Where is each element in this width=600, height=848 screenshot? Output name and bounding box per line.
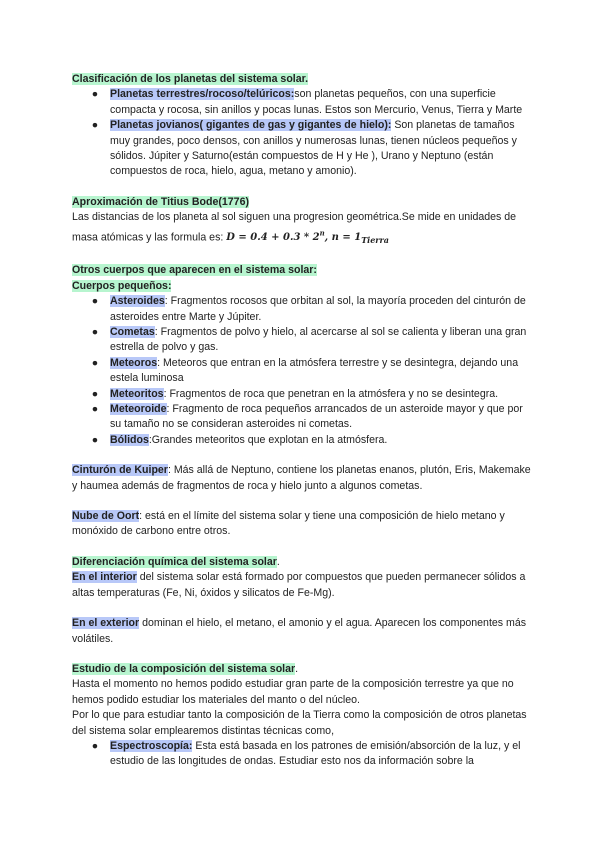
term: Cinturón de Kuiper — [72, 464, 168, 477]
bullet-icon: ● — [91, 119, 99, 132]
definition: son planetas pequeños, con una superficie compacta y rocosa, sin anillos y pocas lunas. Estos son Mercurio, Venus, Tierra y Marte — [110, 88, 523, 116]
planet-types-list — [72, 87, 532, 179]
term: Meteoros — [110, 356, 158, 369]
term: Nube de Oort — [72, 510, 140, 523]
bullet-icon: ● — [91, 739, 99, 752]
section-heading-titius-bode: Aproximación de Titius Bode(1776) — [72, 195, 249, 208]
document-content — [72, 72, 532, 770]
composition-paragraph-1: Hasta el momento no hemos podido estudiar gran parte de la composición terrestre ya que no hemos podido estudiar los materiales del manto o del núcleo. — [72, 678, 514, 706]
titius-bode-formula: D = 0.4 + 0.3 * 2$^n$, $n = 1_{Tierra}$ — [226, 228, 389, 245]
list-item — [91, 294, 532, 325]
bullet-icon: ● — [91, 387, 99, 400]
definition: Son planetas de tamaños muy grandes, poco densos, con anillos y numerosas lunas, tienen núcleos pequeños y sólidos. Júpiter y Saturno(están compuestos de H y He ), Urano y Neptuno (están compuestos de roca, hielo, agua, metano y amonio). — [110, 119, 517, 178]
list-item — [91, 118, 532, 180]
section-heading-composition-study: Estudio de la composición del sistema solar. — [72, 662, 299, 675]
list-item — [91, 402, 532, 433]
list-item — [91, 87, 532, 118]
section-heading-chemical-differentiation: Diferenciación química del sistema solar. — [72, 555, 280, 568]
term: Meteoritos — [110, 387, 164, 400]
list-item — [91, 356, 532, 387]
bullet-icon: ● — [91, 295, 99, 308]
bullet-icon: ● — [91, 356, 99, 369]
oort-cloud-paragraph: Nube de Oort: está en el límite del sistema solar y tiene una composición de hielo metano y monóxido de carbono entre otros. — [72, 510, 505, 538]
definition: :Grandes meteoritos que explotan en la atmósfera. — [148, 433, 388, 446]
titius-bode-paragraph: Las distancias de los planeta al sol siguen una progresion geométrica.Se mide en unidades de masa atómicas y las formula es: D = 0.4 + 0.3 * 2$^n$, $n = 1_{Tierra}$ — [72, 211, 517, 245]
term: Asteroides — [110, 295, 165, 308]
section-heading-other-bodies: Otros cuerpos que aparecen en el sistema solar: — [72, 264, 317, 277]
kuiper-belt-paragraph: Cinturón de Kuiper: Más allá de Neptuno, contiene los planetas enanos, plutón, Eris, Makemake y haumea además de fragmentos de roca y hielo junto a algunos cometas. — [72, 464, 531, 492]
list-item — [91, 739, 532, 770]
term: Meteoroide — [110, 403, 167, 416]
definition: : Meteoros que entran en la atmósfera terrestre y se desintegra, dejando una estela luminosa — [110, 356, 519, 385]
term: En el interior — [72, 571, 137, 584]
definition: : Fragmentos de roca que penetran en la atmósfera y no se desintegra. — [163, 387, 499, 400]
bullet-icon: ● — [91, 326, 99, 339]
definition: Esta está basada en los patrones de emisión/absorción de la luz, y el estudio de las longitudes de ondas. Estudiar esto nos da información sobre la — [110, 739, 521, 768]
term: Espectroscopía: — [110, 739, 193, 752]
subheading-small-bodies: Cuerpos pequeños: — [72, 279, 172, 292]
term: Cometas — [110, 326, 155, 339]
term: Planetas jovianos( gigantes de gas y gigantes de hielo): — [110, 119, 392, 132]
section-heading-classification: Clasificación de los planetas del sistema solar. — [72, 73, 309, 85]
bullet-icon: ● — [91, 88, 99, 101]
definition: : Fragmentos rocosos que orbitan al sol, la mayoría proceden del cinturón de asteroides entre Marte y Júpiter. — [110, 295, 526, 323]
term: En el exterior — [72, 617, 140, 630]
term: Planetas terrestres/rocoso/telúricos: — [110, 88, 295, 101]
definition: : Fragmento de roca pequeños arrancados de un asteroide mayor y que por su tamaño no se consideran asteroides ni cometas. — [110, 403, 523, 431]
list-item — [91, 325, 532, 356]
bullet-icon: ● — [91, 403, 99, 416]
exterior-paragraph: En el exterior dominan el hielo, el metano, el amonio y el agua. Aparecen los componentes más volátiles. — [72, 617, 527, 645]
composition-paragraph-2: Por lo que para estudiar tanto la composición de la Tierra como la composición de otros planetas del sistema solar emplearemos distintas técnicas como, — [72, 709, 527, 737]
interior-paragraph: En el interior del sistema solar está formado por compuestos que pueden permanecer sólidos a altas temperaturas (Fe, Ni, óxidos y silicatos de Fe-Mg). — [72, 571, 526, 599]
list-item — [91, 387, 532, 402]
definition: : Fragmentos de polvo y hielo, al acercarse al sol se calienta y liberan una gran estrella de polvo y gas. — [110, 326, 527, 354]
small-bodies-list — [72, 294, 532, 448]
term: Bólidos — [110, 433, 149, 446]
bullet-icon: ● — [91, 433, 99, 446]
list-item — [91, 433, 532, 448]
techniques-list — [72, 739, 532, 770]
